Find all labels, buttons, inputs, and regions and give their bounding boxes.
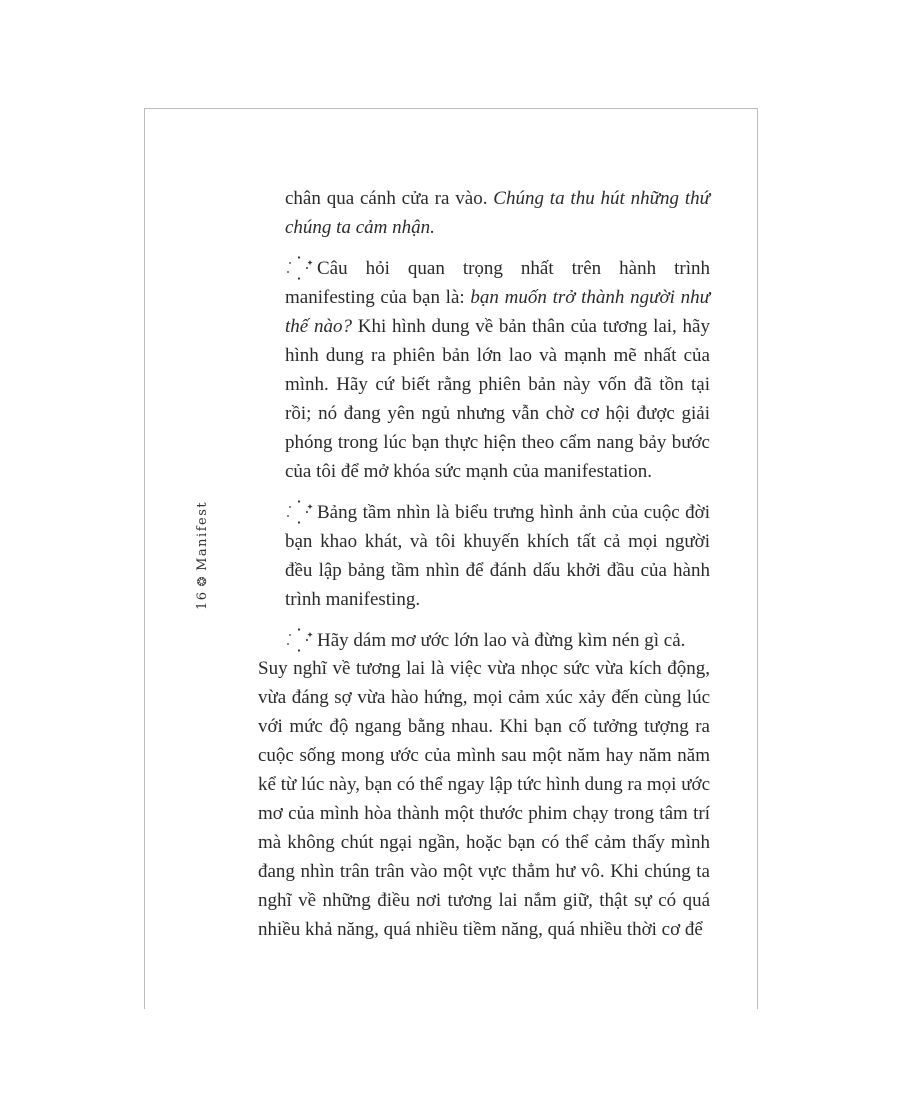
page-number: 16 <box>194 590 210 610</box>
crescent-moon-stars-icon <box>285 499 315 525</box>
crescent-moon-stars-icon <box>285 627 315 653</box>
body-section <box>258 654 710 944</box>
bullet-item: Hãy dám mơ ước lớn lao và đừng kìm nén gì cả. <box>285 626 710 655</box>
book-title: Manifest <box>194 500 210 571</box>
bullet-item: Bảng tầm nhìn là biểu trưng hình ảnh của cuộc đời bạn khao khát, và tôi khuyến khích tất cả mọi người đều lập bảng tầm nhìn để đánh dấu khởi đầu của hành trình manifesting. <box>285 498 710 614</box>
running-head <box>190 500 214 610</box>
bullet-section <box>285 184 710 655</box>
body-paragraph: Suy nghĩ về tương lai là việc vừa nhọc sức vừa kích động, vừa đáng sợ vừa hào hứng, mọi cảm xúc xảy đến cùng lúc với mức độ ngang bằng nhau. Khi bạn cố tưởng tượng ra cuộc sống mong ước của mình sau một năm hay năm năm kể từ lúc này, bạn có thể ngay lập tức hình dung ra mọi ước mơ của mình hòa thành một thước phim chạy trong tâm trí mà không chút ngại ngần, hoặc bạn có thể cảm thấy mình đang nhìn trân trân vào một vực thẳm hư vô. Khi chúng ta nghĩ về những điều nơi tương lai nắm giữ, thật sự có quá nhiều khả năng, quá nhiều tiềm năng, quá nhiều thời cơ để <box>258 658 710 940</box>
continued-paragraph: chân qua cánh cửa ra vào. Chúng ta thu hút những thứ chúng ta cảm nhận. <box>285 188 710 238</box>
crescent-moon-stars-icon <box>285 255 315 281</box>
bullet-item: Câu hỏi quan trọng nhất trên hành trình manifesting của bạn là: bạn muốn trở thành người như thế nào? Khi hình dung về bản thân của tương lai, hãy hình dung ra phiên bản lớn lao và mạnh mẽ nhất của mình. Hãy cứ biết rằng phiên bản này vốn đã tồn tại rồi; nó đang yên ngủ nhưng vẫn chờ cơ hội được giải phóng trong lúc bạn thực hiện theo cẩm nang bảy bước của tôi để mở khóa sức mạnh của manifestation. <box>285 254 710 486</box>
moon-star-ornament-icon: ❂ <box>195 574 209 587</box>
